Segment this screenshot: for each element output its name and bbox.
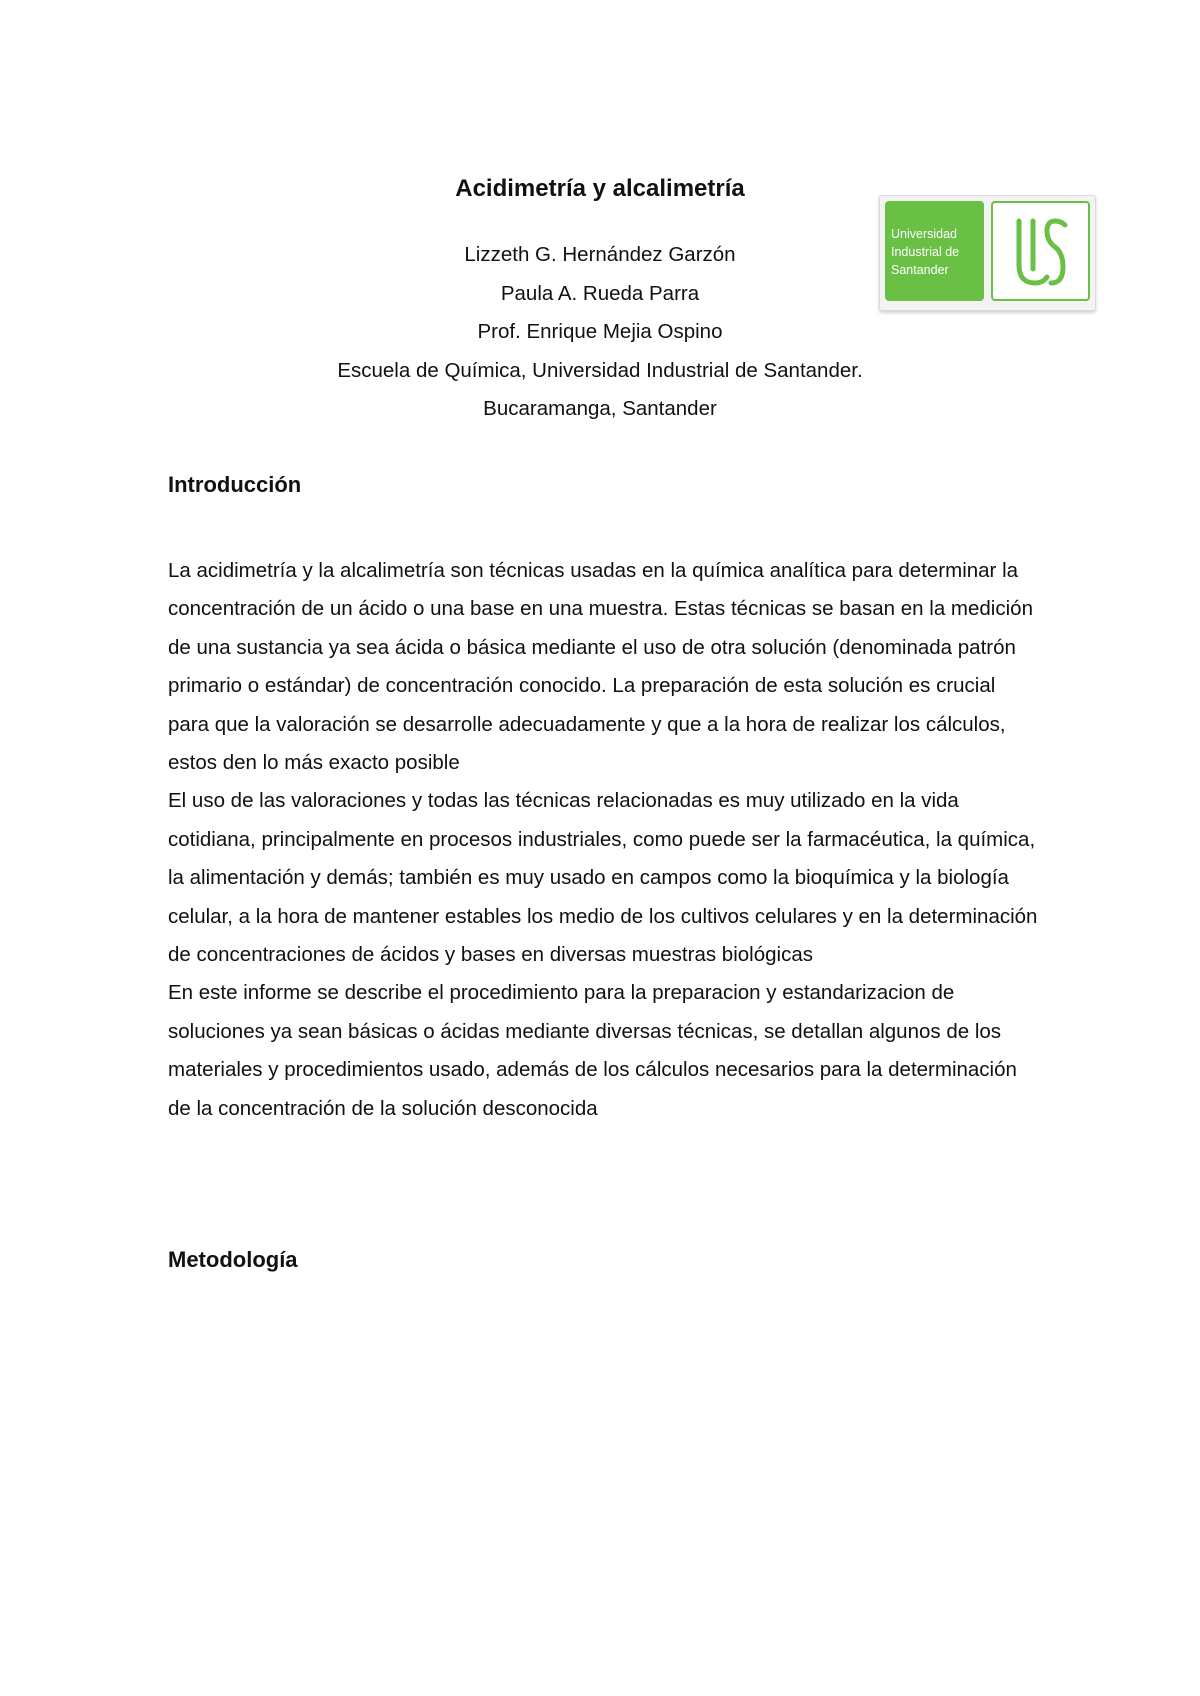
author-block (250, 236, 950, 429)
affiliation-line: Escuela de Química, Universidad Industrial de Santander. (337, 358, 863, 382)
paragraph: El uso de las valoraciones y todas las técnicas relacionadas es muy utilizado en la vida cotidiana, principalmente en procesos industriales, como puede ser la farmacéutica, la química, la alimentación y demás; también es muy usado en campos como la bioquímica y la biología celular, a la hora de mantener estables los medio de los cultivos celulares y en la determinación de concentraciones de ácidos y bases en diversas muestras biológicas (168, 789, 1038, 967)
introduction-body (168, 552, 1038, 1128)
section-heading-methodology: Metodología (168, 1247, 298, 1272)
location-line: Bucaramanga, Santander (483, 397, 717, 420)
logo-text-panel (885, 201, 984, 301)
university-logo (879, 195, 1096, 311)
document-title: Acidimetría y alcalimetría (455, 175, 745, 202)
logo-text (891, 225, 981, 279)
logo-text-line: Universidad (891, 227, 958, 241)
logo-text-line: Santander (891, 263, 949, 277)
author-line: Paula A. Rueda Parra (500, 281, 700, 305)
author-line: Prof. Enrique Mejia Ospino (477, 320, 723, 343)
logo-text-line: Industrial de (891, 245, 960, 259)
author-line: Lizzeth G. Hernández Garzón (464, 243, 736, 266)
uis-monogram-icon (1011, 213, 1071, 291)
logo-mark-panel (991, 201, 1090, 301)
section-heading-introduction: Introducción (168, 472, 302, 497)
paragraph: La acidimetría y la alcalimetría son técnicas usadas en la química analítica para determinar la concentración de un ácido o una base en una muestra. Estas técnicas se basan en la medición de una sustancia ya sea ácida o básica mediante el uso de otra solución (denominada patrón primario o estándar) de concentración conocido. La preparación de esta solución es crucial para que la valoración se desarrolle adecuadamente y que a la hora de realizar los cálculos, estos den lo más exacto posible (168, 559, 1033, 775)
paragraph: En este informe se describe el procedimiento para la preparacion y estandarizacion de soluciones ya sean básicas o ácidas mediante diversas técnicas, se detallan algunos de los materiales y procedimientos usado, además de los cálculos necesarios para la determinación de la concentración de la solución desconocida (168, 981, 1017, 1120)
